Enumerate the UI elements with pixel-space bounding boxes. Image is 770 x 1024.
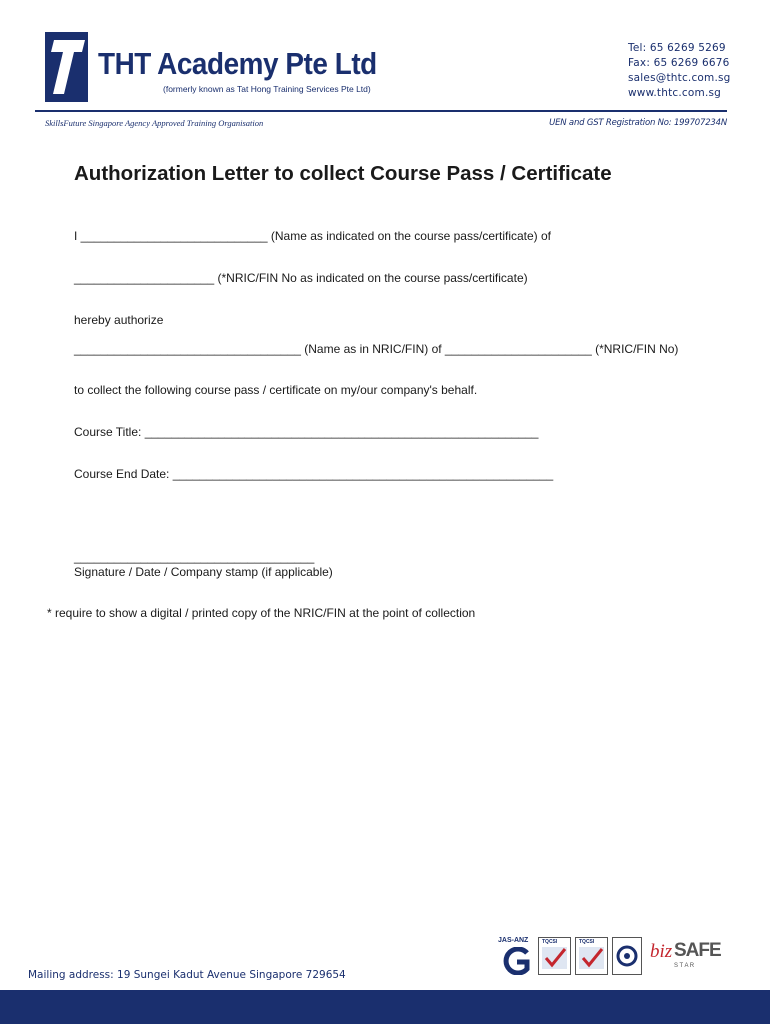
bizsafe-safe-text: SAFE (674, 940, 721, 961)
skillsfuture-statement: SkillsFuture Singapore Agency Approved Training Organisation (45, 118, 264, 128)
course-title-field: Course Title: ___________________________________________________________ (74, 425, 539, 439)
iso-circle-icon (616, 945, 638, 967)
authorize-text: hereby authorize (74, 313, 164, 327)
contact-email[interactable]: sales@thtc.com.sg (628, 72, 731, 84)
collection-note: * require to show a digital / printed copy of the NRIC/FIN at the point of collection (47, 606, 476, 620)
bizsafe-biz-text: biz (650, 941, 673, 962)
tqcsi-label-1: TQCSI (542, 939, 558, 945)
signature-label: Signature / Date / Company stamp (if applicable) (74, 565, 333, 579)
jas-anz-icon (499, 947, 533, 975)
header-divider (35, 110, 727, 112)
jas-anz-label: JAS-ANZ (498, 937, 529, 944)
uen-registration: UEN and GST Registration No: 199707234N (549, 118, 727, 128)
company-name: THT Academy Pte Ltd (98, 46, 377, 81)
jas-anz-logo (498, 937, 534, 975)
company-logo (45, 32, 88, 102)
tqcsi-quality-logo (538, 937, 571, 975)
bizsafe-star-logo (650, 937, 721, 977)
authorizer-name-line: I ____________________________ (Name as indicated on the course pass/certificate) of (74, 229, 552, 243)
contact-tel: Tel: 65 6269 5269 (628, 42, 726, 54)
document-title: Authorization Letter to collect Course Pass / Certificate (74, 162, 612, 185)
authorized-person-line: __________________________________ (Name as in NRIC/FIN) of ______________________ (*NRIC/FIN No) (74, 342, 679, 356)
signature-line: ____________________________________ (74, 550, 315, 564)
tqcsi-label-2: TQCSI (579, 939, 595, 945)
footer-bar (0, 990, 770, 1024)
logo-t-icon (45, 32, 88, 102)
contact-website[interactable]: www.thtc.com.sg (628, 87, 722, 99)
iso-cert-logo (612, 937, 642, 975)
check-icon (539, 945, 570, 973)
contact-fax: Fax: 65 6269 6676 (628, 57, 730, 69)
bizsafe-star-text: S T A R (674, 963, 695, 969)
course-end-date-field: Course End Date: _________________________________________________________ (74, 467, 554, 481)
authorizer-nric-line: _____________________ (*NRIC/FIN No as indicated on the course pass/certificate) (74, 271, 528, 285)
mailing-address: Mailing address: 19 Sungei Kadut Avenue Singapore 729654 (28, 969, 346, 981)
collect-statement: to collect the following course pass / certificate on my/our company's behalf. (74, 383, 478, 397)
tqcsi-safety-logo (575, 937, 608, 975)
former-name: (formerly known as Tat Hong Training Services Pte Ltd) (163, 84, 371, 94)
check-icon (576, 945, 607, 973)
